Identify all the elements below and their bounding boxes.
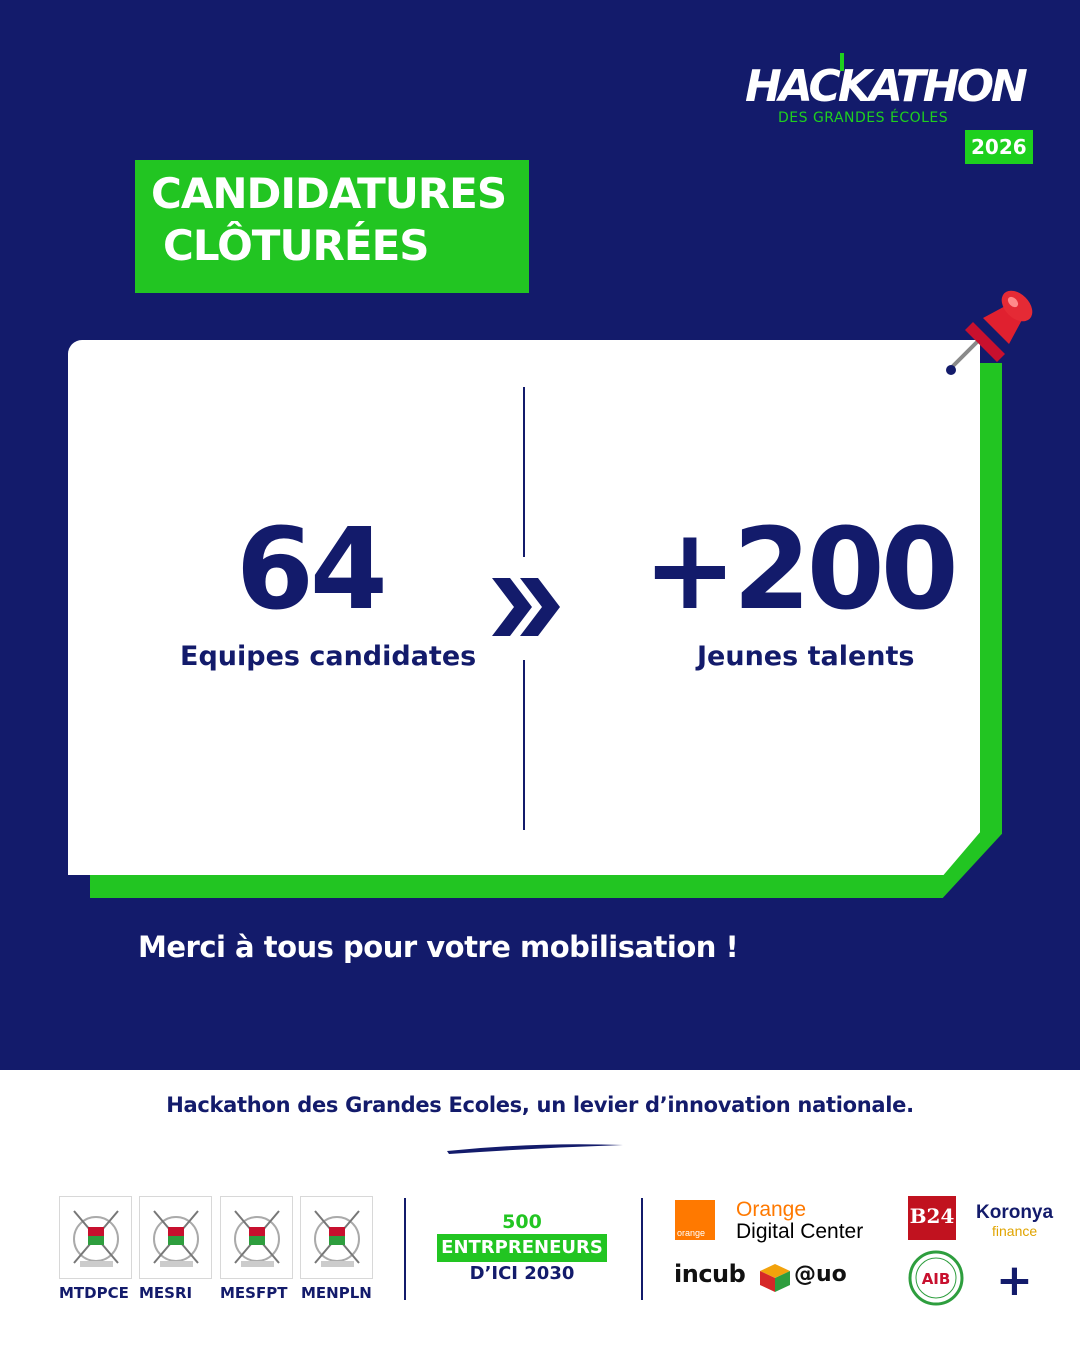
ministry-label: MTDPCE bbox=[59, 1284, 129, 1302]
incub-logo-left: incub bbox=[674, 1260, 746, 1288]
teams-count: 64 bbox=[236, 505, 384, 635]
ministry-emblem bbox=[300, 1196, 373, 1279]
thank-you-message: Merci à tous pour votre mobilisation ! bbox=[138, 930, 739, 964]
incub-logo-right: @uo bbox=[794, 1262, 847, 1287]
coat-of-arms-icon bbox=[140, 1197, 213, 1280]
odc-logo-line-2: Digital Center bbox=[736, 1220, 864, 1243]
more-partners-plus: + bbox=[996, 1255, 1033, 1306]
headline-box bbox=[135, 160, 529, 293]
cube-icon bbox=[758, 1262, 792, 1294]
goal-deadline: D’ICI 2030 bbox=[469, 1263, 575, 1284]
koronya-finance-label: finance bbox=[992, 1223, 1038, 1239]
b24-logo: B24 bbox=[908, 1196, 956, 1240]
coat-of-arms-icon bbox=[221, 1197, 294, 1280]
logo-subtitle: DES GRANDES ÉCOLES bbox=[778, 110, 949, 126]
footer-separator bbox=[404, 1198, 406, 1300]
goal-number: 500 bbox=[502, 1211, 542, 1233]
footer-separator bbox=[641, 1198, 643, 1300]
hackathon-logo bbox=[745, 55, 1035, 170]
ministry-emblem bbox=[220, 1196, 293, 1279]
swoosh-divider bbox=[445, 1140, 625, 1156]
logo-year-badge: 2026 bbox=[965, 130, 1033, 164]
logo-accent bbox=[840, 53, 850, 71]
ministry-label: MESRI bbox=[139, 1284, 193, 1302]
talents-count: +200 bbox=[643, 505, 955, 635]
aib-logo-text: AIB bbox=[921, 1270, 951, 1288]
headline-line-1: CANDIDATURES bbox=[151, 169, 507, 218]
odc-logo-line-1: Orange bbox=[736, 1198, 807, 1221]
koronya-logo: Koronya bbox=[976, 1202, 1054, 1223]
card-divider-bottom bbox=[523, 660, 525, 830]
goal-highlight: ENTRPRENEURS bbox=[437, 1234, 607, 1262]
coat-of-arms-icon bbox=[301, 1197, 374, 1280]
teams-label: Equipes candidates bbox=[180, 641, 477, 672]
goal-block bbox=[424, 1210, 620, 1286]
ministry-label: MESFPT bbox=[220, 1284, 288, 1302]
ministry-emblem bbox=[139, 1196, 212, 1279]
talents-label: Jeunes talents bbox=[697, 641, 915, 672]
card-divider-top bbox=[523, 387, 525, 557]
orange-logo-text: orange bbox=[677, 1228, 706, 1238]
orange-logo bbox=[675, 1200, 715, 1240]
aib-logo bbox=[908, 1250, 964, 1306]
footer-slogan: Hackathon des Grandes Ecoles, un levier d’innovation nationale. bbox=[166, 1093, 914, 1117]
headline-line-2: CLÔTURÉES bbox=[163, 221, 429, 270]
pushpin-icon bbox=[935, 278, 1045, 383]
double-chevron-right-icon bbox=[488, 572, 568, 642]
ministry-label: MENPLN bbox=[301, 1284, 372, 1302]
logo-wordmark: HACKATHON bbox=[745, 61, 1025, 112]
coat-of-arms-icon bbox=[60, 1197, 133, 1280]
ministry-emblem bbox=[59, 1196, 132, 1279]
